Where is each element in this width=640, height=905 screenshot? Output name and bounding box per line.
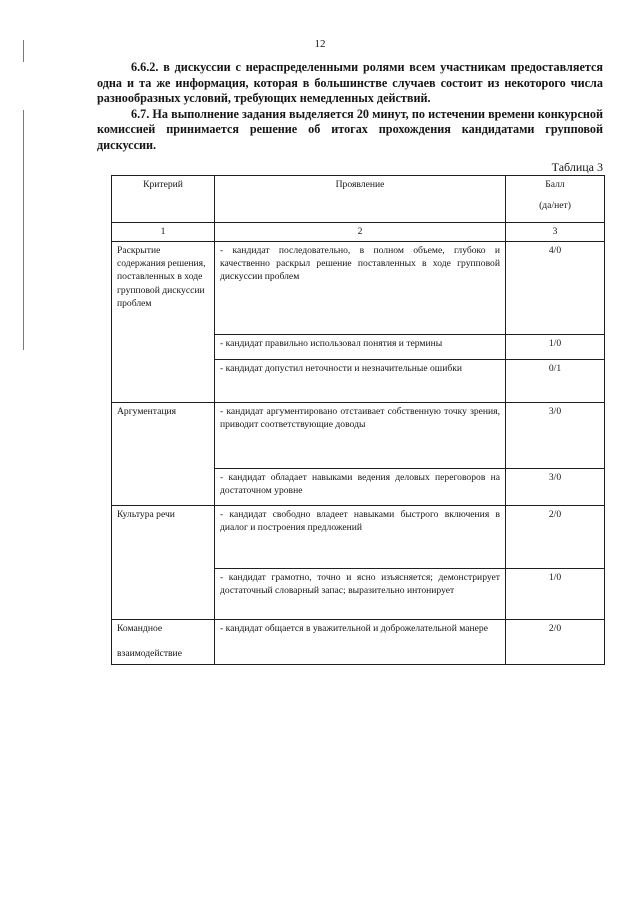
table-row — [112, 506, 605, 569]
table-caption: Таблица 3 — [551, 160, 603, 174]
header-score — [506, 176, 605, 223]
paragraph-6-7: 6.7. На выполнение задания выделяется 20 минут, по истечении времени конкурсной комиссией принимается решение об итогах прохождения кандидатами групповой дискуссии. — [97, 106, 603, 152]
score-cell: 4/0 — [506, 242, 605, 335]
manifestation-cell: - кандидат грамотно, точно и ясно изъясняется; демонстрирует достаточный словарный запас; выразительно интонирует — [215, 569, 506, 620]
manifestation-cell: - кандидат аргументировано отстаивает собственную точку зрения, приводит соответствующие доводы — [215, 403, 506, 469]
table-row — [112, 242, 605, 335]
evaluation-table — [111, 175, 605, 665]
criterion-argumentation: Аргументация — [112, 403, 215, 506]
score-cell: 0/1 — [506, 360, 605, 403]
score-cell: 1/0 — [506, 335, 605, 360]
criterion-teamwork-line2: взаимодействие — [117, 648, 182, 660]
table-row — [112, 620, 605, 665]
column-number-3: 3 — [506, 223, 605, 242]
manifestation-cell: - кандидат правильно использовал понятия и термины — [215, 335, 506, 360]
criterion-speech-culture: Культура речи — [112, 506, 215, 620]
header-score-unit: (да/нет) — [539, 200, 571, 212]
document-body — [97, 60, 603, 153]
column-number-2: 2 — [215, 223, 506, 242]
header-score-label: Балл — [545, 179, 565, 190]
page-number: 12 — [314, 38, 326, 50]
header-criterion: Критерий — [112, 176, 215, 223]
paragraph-6-6-2: 6.6.2. в дискуссии с нераспределенными ролями всем участникам предоставляется одна и та же информация, которая в большинстве случаев состоит из некоторого числа разнообразных условий, требующих немедленных действий. — [97, 60, 603, 105]
criterion-teamwork — [112, 620, 215, 665]
manifestation-cell: - кандидат обладает навыками ведения деловых переговоров на достаточном уровне — [215, 469, 506, 506]
table-row — [112, 403, 605, 469]
margin-scan-mark-bottom — [23, 110, 24, 350]
manifestation-cell: - кандидат допустил неточности и незначительные ошибки — [215, 360, 506, 403]
column-number-row — [112, 223, 605, 242]
table-header-row — [112, 176, 605, 223]
header-manifestation: Проявление — [215, 176, 506, 223]
score-cell: 3/0 — [506, 469, 605, 506]
score-cell: 3/0 — [506, 403, 605, 469]
manifestation-cell: - кандидат свободно владеет навыками быстрого включения в диалог и построения предложений — [215, 506, 506, 569]
manifestation-cell: - кандидат последовательно, в полном объеме, глубоко и качественно раскрыл решение поставленных в ходе групповой дискуссии проблем — [215, 242, 506, 335]
score-cell: 1/0 — [506, 569, 605, 620]
score-cell: 2/0 — [506, 506, 605, 569]
criterion-disclosure: Раскрытие содержания решения, поставленных в ходе групповой дискуссии проблем — [112, 242, 215, 403]
criterion-teamwork-line1: Командное — [117, 623, 163, 634]
manifestation-cell: - кандидат общается в уважительной и доброжелательной манере — [215, 620, 506, 665]
column-number-1: 1 — [112, 223, 215, 242]
score-cell: 2/0 — [506, 620, 605, 665]
